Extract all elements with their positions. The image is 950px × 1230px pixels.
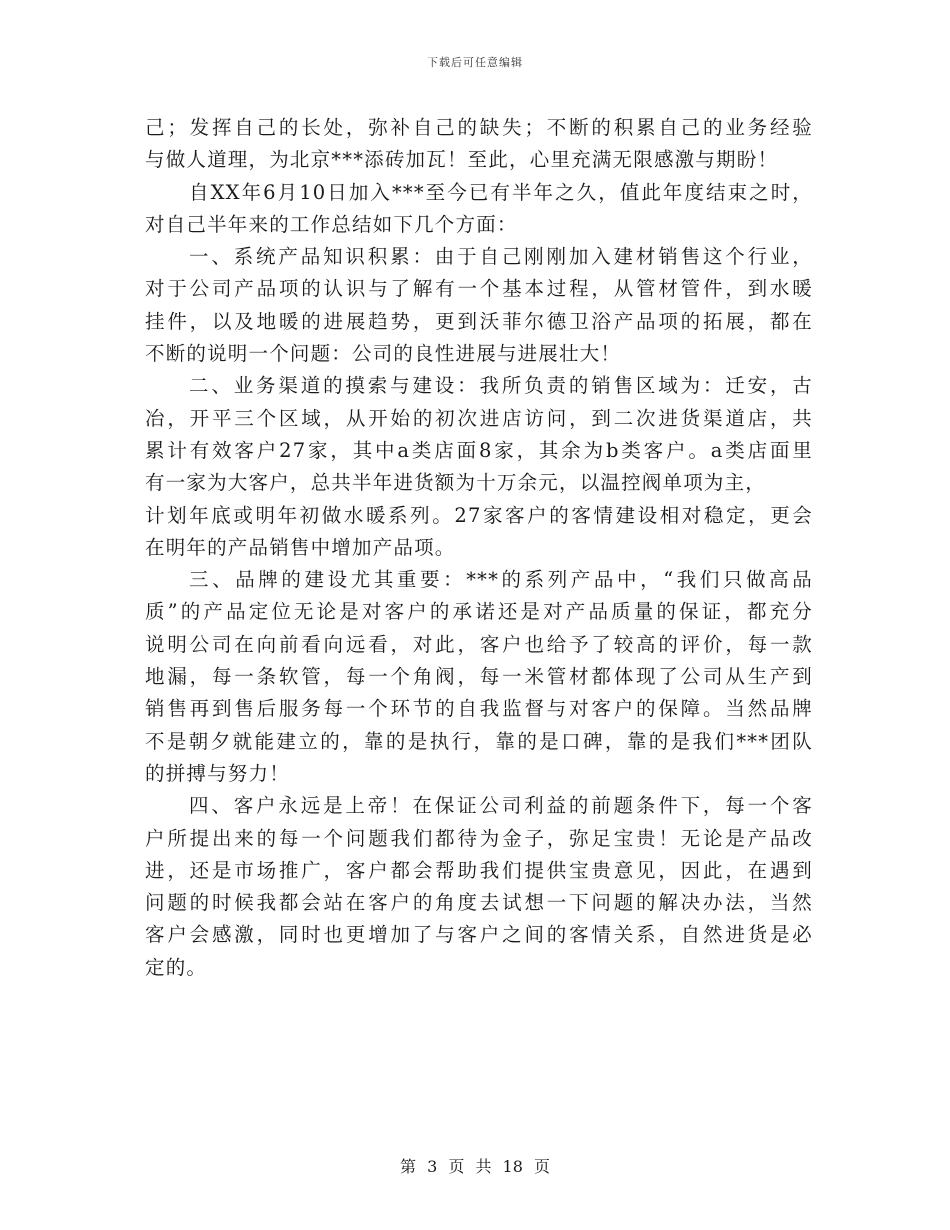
text-line: 不断的说明一个问题：公司的良性进展与进展壮大！ xyxy=(145,342,622,366)
text-line: 的拼搏与努力！ xyxy=(145,761,290,785)
text-line: 对自己半年来的工作总结如下几个方面： xyxy=(145,212,518,236)
text-line: 户所提出来的每一个问题我们都待为金子，弥足宝贵！无论是产品改 xyxy=(145,826,813,850)
text-line: 挂件，以及地暖的进展趋势，更到沃菲尔德卫浴产品项的拓展，都在 xyxy=(145,309,813,333)
text-line: 对于公司产品项的认识与了解有一个基本过程，从管材管件，到水暖 xyxy=(145,277,813,301)
text-line: 有一家为大客户，总共半年进货额为十万余元，以温控阀单项为主， xyxy=(145,471,767,495)
page-header: 下载后可任意编辑 xyxy=(427,56,523,69)
text-line: 与做人道理，为北京***添砖加瓦！至此，心里充满无限感激与期盼！ xyxy=(145,148,779,172)
text-line: 销售再到售后服务每一个环节的自我监督与对客户的保障。当然品牌 xyxy=(145,697,813,721)
text-line: 说明公司在向前看向远看，对此，客户也给予了较高的评价，每一款 xyxy=(145,632,813,656)
page-footer: 第 3 页 共 18 页 xyxy=(400,1157,550,1176)
text-line: 己；发挥自己的长处，弥补自己的缺失；不断的积累自己的业务经验 xyxy=(145,116,813,139)
text-line: 一、系统产品知识积累：由于自己刚刚加入建材销售这个行业， xyxy=(189,245,813,269)
text-line: 地漏，每一条软管，每一个角阀，每一米管材都体现了公司从生产到 xyxy=(145,665,813,689)
text-line: 四、客户永远是上帝！在保证公司利益的前题条件下，每一个客 xyxy=(189,794,813,818)
text-line: 进，还是市场推广，客户都会帮助我们提供宝贵意见，因此，在遇到 xyxy=(145,858,813,882)
text-line: 不是朝夕就能建立的，靠的是执行，靠的是口碑，靠的是我们***团队 xyxy=(145,729,813,753)
text-line: 在明年的产品销售中增加产品项。 xyxy=(145,535,456,559)
text-line: 自XX年6月10日加入***至今已有半年之久，值此年度结束之时， xyxy=(189,180,813,204)
text-line: 二、业务渠道的摸索与建设：我所负责的销售区域为：迁安，古 xyxy=(189,374,813,398)
text-line: 冶，开平三个区域，从开始的初次进店访问，到二次进货渠道店，共 xyxy=(145,406,813,430)
text-line: 三、品牌的建设尤其重要：***的系列产品中，“我们只做高品 xyxy=(189,568,813,592)
text-line: 定的。 xyxy=(145,955,208,979)
text-line: 累计有效客户27家，其中a类店面8家，其余为b类客户。a类店面里 xyxy=(145,438,813,462)
document-body xyxy=(145,112,813,984)
text-line: 客户会感激，同时也更增加了与客户之间的客情关系，自然进货是必 xyxy=(145,923,813,947)
text-line: 质”的产品定位无论是对客户的承诺还是对产品质量的保证，都充分 xyxy=(145,600,813,624)
text-line: 问题的时候我都会站在客户的角度去试想一下问题的解决办法，当然 xyxy=(145,891,813,915)
text-line: 计划年底或明年初做水暖系列。27家客户的客情建设相对稳定，更会 xyxy=(145,503,813,527)
